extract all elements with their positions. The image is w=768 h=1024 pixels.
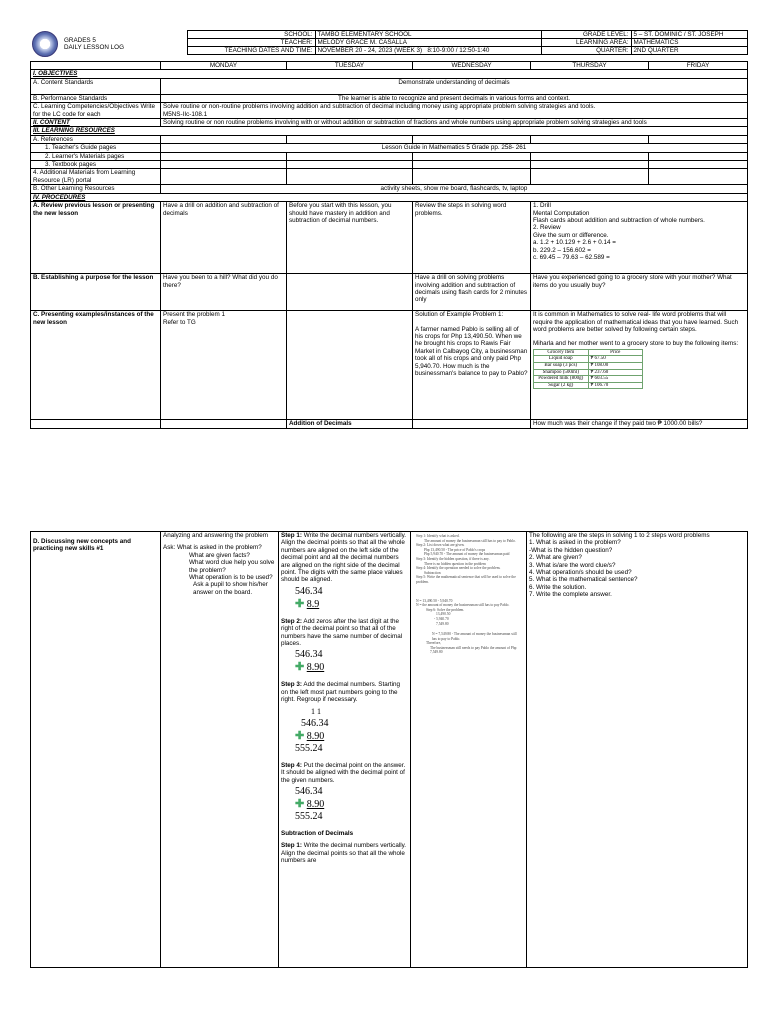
addend-546-34-d: 546.34 bbox=[295, 785, 323, 797]
discussing-tuesday: Step 1: Write the decimal numbers vertically. Align the decimal points so that all the whole numbers are aligned on the left side of the decimal point and all the decimal numbers are aligned on the right side of the decimal point. The digits with the same place values should be aligned. 546.34 ✚ 8.9 Step 2: Add zeros after the last digit at the right of the decimal point so that all of the numbers have the same number of decimal places. 546.34 ✚ 8.90 Step 3: Add the decimal numbers. Starting on the left most part numbers going to the right. Regroup if necessary. 1 1 546.34 ✚ 8.90 555.24 Step 4: Put the decimal point on the answer. It should be aligned with the decimal point of the given numbers. 546.34 ✚ 8.90 555.24 Subtraction of Decimals Step 1: Write the decimal numbers vertically. Align the decimal points so that all the whole numbers are bbox=[279, 532, 411, 968]
addend-8-90-c: ✚ 8.90 bbox=[295, 729, 325, 742]
grocery-table bbox=[533, 349, 643, 390]
grocery-row: Powdered milk (800g) ₱ 603.55 bbox=[534, 376, 643, 383]
lesson-table bbox=[30, 61, 748, 429]
school-label: SCHOOL: bbox=[187, 31, 315, 39]
header-table bbox=[30, 30, 748, 57]
tg-label: 1. Teacher's Guide pages bbox=[31, 144, 161, 152]
review-label: A. Review previous lesson or presenting the new lesson bbox=[31, 202, 161, 274]
addend-8-90: ✚ 8.90 bbox=[295, 661, 325, 674]
lesson-log-page-2 bbox=[30, 531, 747, 968]
presenting-monday: Present the problem 1 Refer to TG bbox=[161, 311, 287, 420]
discussing-wednesday bbox=[411, 532, 527, 968]
purpose-thursday: Have you experienced going to a grocery store with your mother? What items do you usually buy? bbox=[531, 274, 748, 311]
day-wednesday: WEDNESDAY bbox=[413, 62, 531, 70]
presenting-thursday: It is common in Mathematics to solve real- life word problems that will require the application of mathematical ideas that you have learned. Such word problems are better solved by following certain steps. Miharla and her mother went to a grocery store to buy the following items: Grocery Item Price Liquid soap ₱ 67.50 Bar soap (3 pcs) ₱ 108.00 Shampoo (500ml) ₱ 237.60 Powdered milk (800g) ₱ 603.55 Sugar (2 kg) ₱ 106.70 bbox=[531, 311, 748, 420]
addition-heading: Addition of Decimals bbox=[287, 420, 413, 428]
references-label: A. References bbox=[31, 135, 161, 143]
area-value: MATHEMATICS bbox=[631, 39, 747, 47]
day-monday: MONDAY bbox=[161, 62, 287, 70]
grocery-item-header: Grocery Item bbox=[534, 349, 589, 356]
grade-label: GRADE LEVEL: bbox=[541, 31, 631, 39]
carry-digits: 1 1 bbox=[311, 706, 321, 716]
plus-icon: ✚ bbox=[295, 797, 305, 810]
grade-value: 5 – ST. DOMINIC / ST. JOSEPH bbox=[631, 31, 747, 39]
purpose-label: B. Establishing a purpose for the lesson bbox=[31, 274, 161, 311]
review-tuesday: Before you start with this lesson, you should have mastery in addition and subtraction of decimal numbers. bbox=[287, 202, 413, 274]
grocery-row: Shampoo (500ml) ₱ 237.60 bbox=[534, 369, 643, 376]
lr-label: 4. Additional Materials from Learning Resource (LR) portal bbox=[31, 169, 161, 185]
grocery-row: Sugar (2 kg) ₱ 106.70 bbox=[534, 382, 643, 389]
addend-8-9: ✚ 8.9 bbox=[295, 597, 320, 610]
day-friday: FRIDAY bbox=[649, 62, 748, 70]
addend-546-34-b: 546.34 bbox=[295, 649, 323, 661]
deped-seal-icon bbox=[32, 31, 58, 57]
competencies-label: C. Learning Competencies/Objectives Write for the LC code for each bbox=[31, 103, 161, 119]
content-heading: II. CONTENT bbox=[31, 119, 161, 127]
day-thursday: THURSDAY bbox=[531, 62, 649, 70]
sum-555-24-d: 555.24 bbox=[295, 810, 323, 822]
review-thursday: 1. Drill Mental Computation Flash cards about addition and subtraction of whole numbers. 2. Review Give the sum or difference. a. 1.2 + 10.129 + 2.6 + 0.14 = b. 229.2 – 156.602 = c. 69.45 – 79.63 – 62.589 = bbox=[531, 202, 748, 274]
discussing-thursday: The following are the steps in solving 1 to 2 steps word problems 1. What is asked in the problem? -What is the hidden question? 2. What are given? 3. What is/are the word clue/s? 4. What operation/s should be used? 5. What is the mathematical sentence? 6. Write the solution. 7. Write the complete answer. bbox=[527, 532, 748, 968]
content-standards-value: Demonstrate understanding of decimals bbox=[161, 78, 748, 94]
school-value: TAMBO ELEMENTARY SCHOOL bbox=[315, 31, 541, 39]
discussing-label: D. Discussing new concepts and practicing new skills #1 bbox=[31, 532, 161, 968]
addend-546-34: 546.34 bbox=[295, 585, 323, 597]
dates-value: NOVEMBER 20 - 24, 2023 (WEEK 3) 8:10-9:00 / 12:50-1:40 bbox=[315, 47, 541, 55]
teacher-label: TEACHER: bbox=[187, 39, 315, 47]
subtraction-heading: Subtraction of Decimals bbox=[281, 829, 354, 837]
discussing-monday: Analyzing and answering the problem Ask: What is asked in the problem? What are given facts? What word clue help you solve the problem? What operation is to be used? Ask a pupil to show his/her answer on the board. bbox=[161, 532, 279, 968]
lesson-table-continued bbox=[30, 531, 748, 968]
plus-icon: ✚ bbox=[295, 661, 305, 674]
other-resources-label: B. Other Learning Resources bbox=[31, 185, 161, 193]
teacher-value: MELODY GRACE M. CASALLA bbox=[315, 39, 541, 47]
quarter-label: QUARTER: bbox=[541, 47, 631, 55]
tg-value: Lesson Guide in Mathematics 5 Grade pp. 258- 261 bbox=[161, 144, 748, 152]
tb-label: 3. Textbook pages bbox=[31, 161, 161, 169]
purpose-monday: Have you been to a hill? What did you do there? bbox=[161, 274, 287, 311]
area-label: LEARNING AREA: bbox=[541, 39, 631, 47]
objectives-heading: I. OBJECTIVES bbox=[31, 70, 748, 78]
presenting-label: C. Presenting examples/instances of the new lesson bbox=[31, 311, 161, 420]
title-line1: GRADES 5 bbox=[64, 36, 96, 44]
day-tuesday: TUESDAY bbox=[287, 62, 413, 70]
title-line2: DAILY LESSON LOG bbox=[64, 43, 124, 51]
change-question: How much was their change if they paid two ₱ 1000.00 bills? bbox=[531, 420, 748, 428]
plus-icon: ✚ bbox=[295, 597, 305, 610]
other-resources-value: activity sheets, show me board, flashcards, tv, laptop bbox=[161, 185, 748, 193]
content-value: Solving routine or non routine problems involving with or without addition or subtraction of fractions and whole numbers using appropriate problem solving strategies and tools bbox=[161, 119, 748, 127]
dates-label: TEACHING DATES AND TIME: bbox=[187, 47, 315, 55]
lesson-log-page-1 bbox=[30, 30, 747, 429]
day-header-row bbox=[31, 62, 748, 70]
purpose-wednesday: Have a drill on solving problems involving addition and subtraction of decimals using flash cards for 2 minutes only bbox=[413, 274, 531, 311]
addend-8-90-d: ✚ 8.90 bbox=[295, 797, 325, 810]
competencies-value: Solve routine or non-routine problems involving addition and subtraction of decimal including money using appropriate problem solving strategies and tools. M5NS-IIc-108.1 bbox=[161, 103, 748, 119]
sum-555-24: 555.24 bbox=[295, 742, 323, 754]
plus-icon: ✚ bbox=[295, 729, 305, 742]
addend-546-34-c: 546.34 bbox=[301, 717, 329, 729]
review-monday: Have a drill on addition and subtraction of decimals bbox=[161, 202, 287, 274]
review-wednesday: Review the steps in solving word problems. bbox=[413, 202, 531, 274]
grocery-row: Bar soap (3 pcs) ₱ 108.00 bbox=[534, 362, 643, 369]
presenting-wednesday: Solution of Example Problem 1: A farmer named Pablo is selling all of his crops for Php 13,490.50. When we he brought his crops to Rawis Fair Market in Calbayog City, a businessman took all of his crops and only paid Php 5,940.70. How much is the businessman's balance to pay to Pablo? bbox=[413, 311, 531, 420]
resources-heading: III. LEARNING RESOURCES bbox=[31, 127, 748, 135]
grocery-row: Liquid soap ₱ 67.50 bbox=[534, 356, 643, 363]
solution-thumbnail: Step 1: Identify what is asked. The amount of money the businessman still has to pay to Pablo. Step 2: List down what are given. Php 13,490.50 - The price of Pablo's crops Php 5,940.70 - The amount of money the businessman paid Step 3: Identify the hidden question, if there is any. There is no hidden question in the problem Step 4: Identify the operation needed to solve the problem. Subtraction Step 5: Write the mathematical sentence that will be used to solve the problem. N = 13,490.50 - 5,940.70 N = the amount of money the businessman still has to pay Pablo. Step 6: Solve the problem. 13,490.50 - 5,940.70 7,549.80 N = 7,549.80 - The amount of money the businessman still has to pay to Pablo. Therefore, The businessman still needs to pay Pablo the amount of Php 7,549.80 bbox=[416, 534, 517, 655]
performance-standards-label: B. Performance Standards bbox=[31, 94, 161, 102]
performance-standards-value: The learner is able to recognize and present decimals in various forms and context. bbox=[161, 94, 748, 102]
grocery-price-header: Price bbox=[588, 349, 643, 356]
content-standards-label: A. Content Standards bbox=[31, 78, 161, 94]
procedures-heading: IV. PROCEDURES bbox=[31, 193, 748, 201]
lm-label: 2. Learner's Materials pages bbox=[31, 152, 161, 160]
quarter-value: 2ND QUARTER bbox=[631, 47, 747, 55]
